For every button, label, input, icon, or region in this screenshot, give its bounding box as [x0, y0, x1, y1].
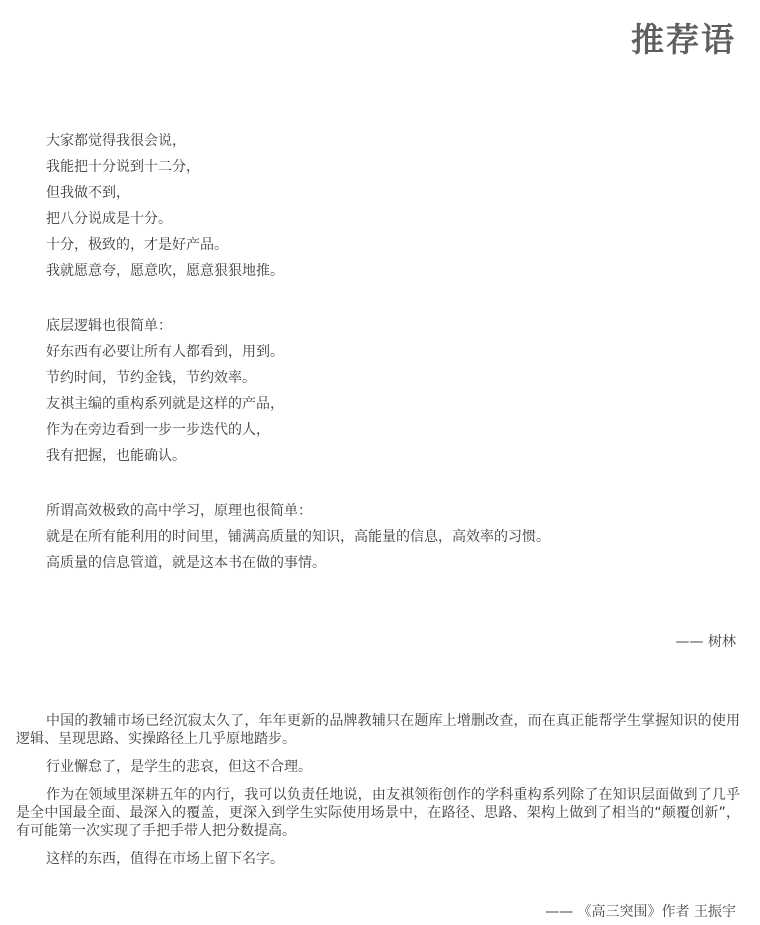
poem-stanza-2	[46, 313, 726, 469]
poem-line: 高质量的信息管道，就是这本书在做的事情。	[46, 555, 326, 571]
poem-stanza-3	[46, 498, 726, 576]
poem-line: 好东西有必要让所有人都看到，用到。	[46, 344, 284, 360]
poem-line: 把八分说成是十分。	[46, 211, 172, 227]
prose-paragraph: 这样的东西，值得在市场上留下名字。	[46, 851, 284, 867]
page-title: 推荐语	[631, 20, 736, 59]
poem-line: 大家都觉得我很会说，	[46, 133, 186, 149]
poem-line: 我有把握，也能确认。	[46, 448, 186, 464]
prose-signature: —— 《高三突围》作者 王振宇	[545, 904, 736, 920]
poem-line: 但我做不到，	[46, 185, 130, 201]
poem-line: 节约时间，节约金钱，节约效率。	[46, 370, 256, 386]
poem-line: 友祺主编的重构系列就是这样的产品，	[46, 396, 284, 412]
recommendation-poem	[46, 128, 726, 605]
poem-line: 作为在旁边看到一步一步迭代的人，	[46, 422, 270, 438]
poem-line: 所谓高效极致的高中学习，原理也很简单：	[46, 503, 312, 519]
poem-line: 我能把十分说到十二分，	[46, 159, 200, 175]
prose-paragraph: 作为在领域里深耕五年的内行，我可以负责任地说，由友祺领衔创作的学科重构系列除了在知识层面做到了几乎是全中国最全面、最深入的覆盖，更深入到学生实际使用场景中，在路径、思路、架构上做到了相当的“颠覆创新”，有可能第一次实现了手把手带人把分数提高。	[16, 787, 740, 839]
poem-line: 我就愿意夸，愿意吹，愿意狠狠地推。	[46, 263, 284, 279]
prose-paragraph: 行业懈怠了，是学生的悲哀，但这不合理。	[46, 759, 312, 775]
poem-line: 十分，极致的，才是好产品。	[46, 237, 228, 253]
poem-signature: —— 树林	[675, 634, 736, 650]
prose-paragraph: 中国的教辅市场已经沉寂太久了，年年更新的品牌教辅只在题库上增删改查，而在真正能帮学生掌握知识的使用逻辑、呈现思路、实操路径上几乎原地踏步。	[16, 713, 740, 747]
poem-line: 底层逻辑也很简单：	[46, 318, 172, 334]
poem-stanza-1	[46, 128, 726, 284]
poem-line: 就是在所有能利用的时间里，铺满高质量的知识，高能量的信息，高效率的习惯。	[46, 529, 550, 545]
recommendation-prose	[16, 712, 740, 878]
